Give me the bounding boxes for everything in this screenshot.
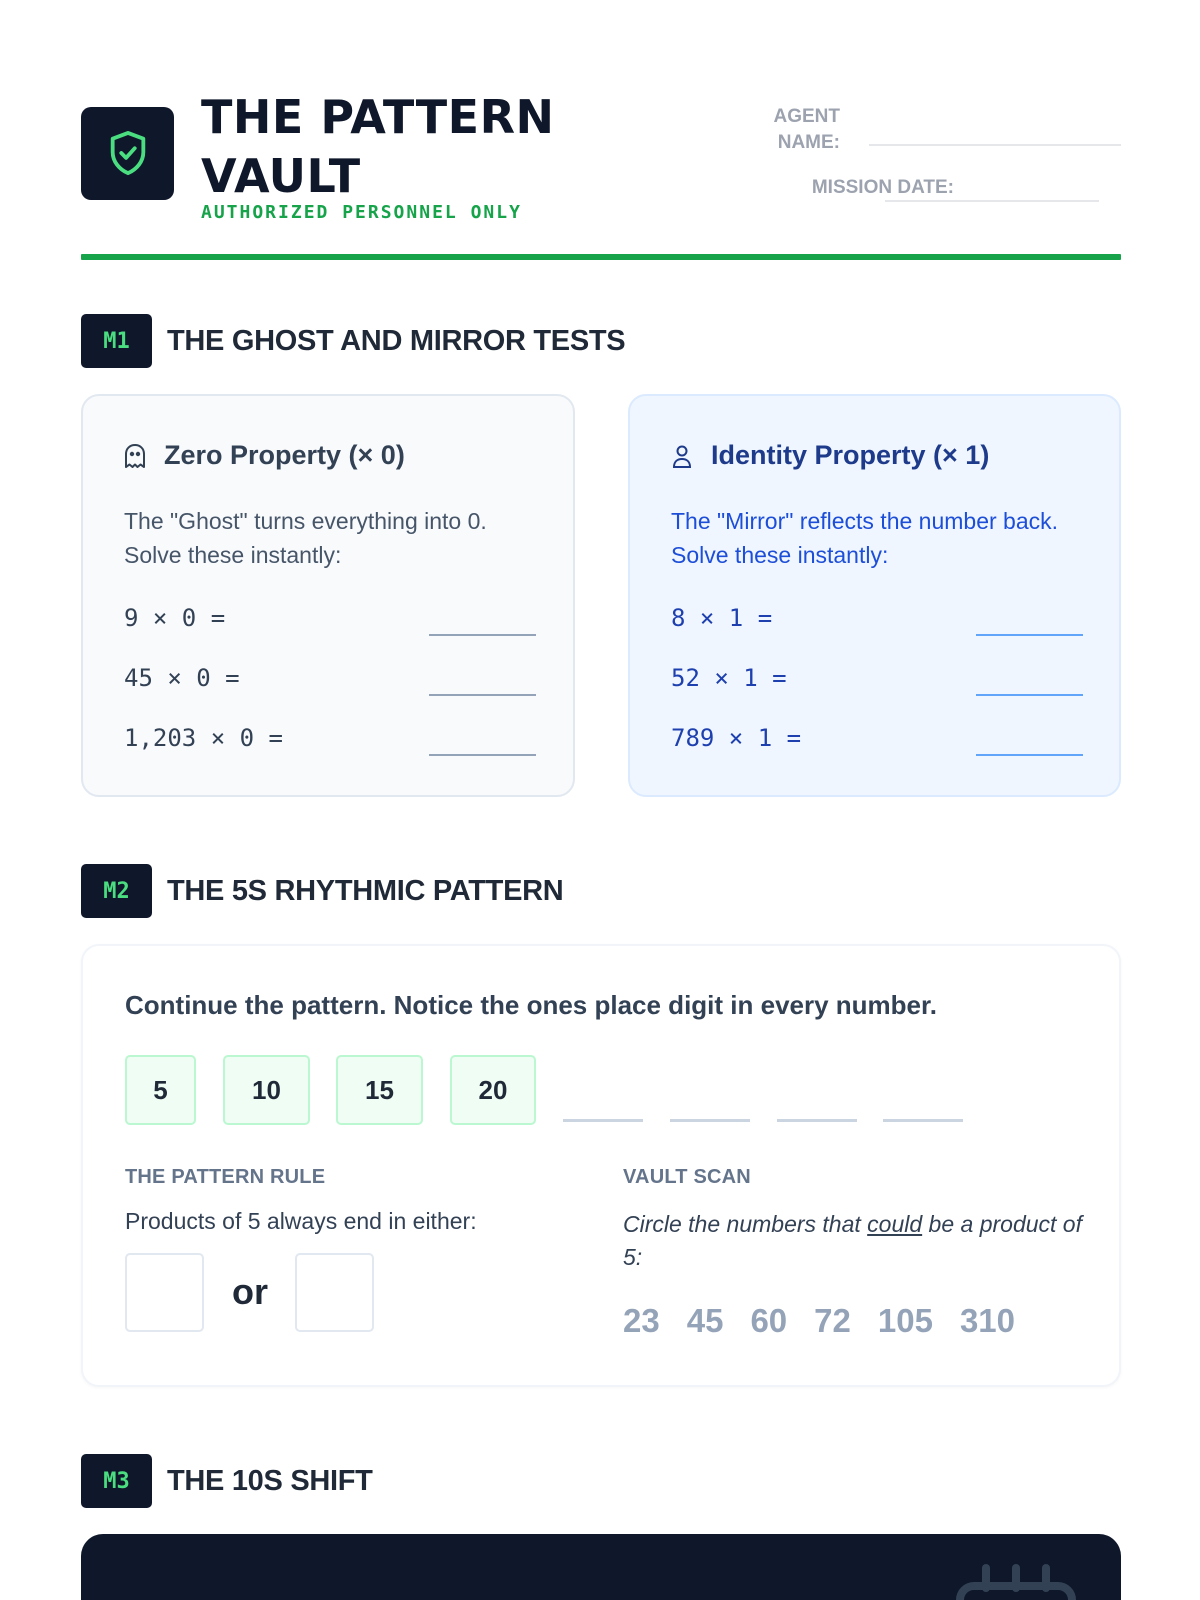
tens-shift-card [81, 1534, 1121, 1600]
equation-row [124, 658, 536, 698]
scan-number[interactable]: 105 [877, 1302, 933, 1339]
agent-name-label [730, 104, 840, 156]
equation-text: 52 × 1 = [671, 664, 787, 692]
scan-text-emphasis: could [867, 1211, 923, 1237]
card-description [124, 504, 544, 572]
section-m2-heading [81, 864, 563, 918]
section-title: THE 5S RHYTHMIC PATTERN [167, 874, 564, 907]
vault-scan-instruction [623, 1208, 1083, 1274]
subtitle: AUTHORIZED PERSONNEL ONLY [201, 202, 522, 223]
scan-number[interactable]: 72 [814, 1302, 851, 1339]
page-title [201, 88, 621, 206]
scan-text-part: be a product of 5: [623, 1211, 1082, 1270]
sequence-blank[interactable] [883, 1119, 963, 1122]
scan-number[interactable]: 60 [750, 1302, 788, 1339]
ones-digit-box[interactable] [125, 1253, 204, 1332]
equation-row [671, 658, 1083, 698]
equation-text: 9 × 0 = [124, 604, 226, 632]
section-title: THE 10S SHIFT [167, 1464, 373, 1497]
pattern-instruction: Continue the pattern. Notice the ones place digit in every number. [125, 990, 937, 1020]
equation-text: 8 × 1 = [671, 604, 773, 632]
agent-name-field[interactable] [869, 144, 1121, 146]
desc-line-2: Solve these instantly: [124, 542, 342, 568]
sequence-blank[interactable] [670, 1119, 750, 1122]
shield-check-icon [105, 129, 151, 179]
pattern-rule-label: THE PATTERN RULE [125, 1166, 326, 1188]
user-icon [671, 443, 693, 469]
zero-property-card [81, 394, 575, 797]
card-heading [671, 440, 989, 471]
desc-line-1: The "Ghost" turns everything into 0. [124, 508, 487, 534]
answer-blank[interactable] [976, 694, 1083, 696]
identity-property-card [628, 394, 1121, 797]
card-heading [124, 440, 405, 471]
scan-number[interactable]: 310 [959, 1302, 1015, 1339]
title-line-2: VAULT [201, 149, 361, 203]
section-badge: M3 [81, 1454, 152, 1508]
sequence-number: 15 [336, 1055, 423, 1125]
sequence-number: 20 [450, 1055, 536, 1125]
equation-text: 45 × 0 = [124, 664, 240, 692]
agent-label-line-1: AGENT [773, 106, 840, 127]
equation-row [671, 718, 1083, 758]
card-heading-text: Identity Property (× 1) [711, 440, 990, 470]
header [81, 88, 1121, 258]
desc-line-2: Solve these instantly: [671, 542, 889, 568]
section-title: THE GHOST AND MIRROR TESTS [167, 324, 626, 357]
mission-date-label: MISSION DATE: [811, 177, 954, 198]
header-divider [81, 254, 1121, 260]
title-line-1: THE PATTERN [201, 90, 555, 144]
section-m1-heading [81, 314, 625, 368]
equation-text: 789 × 1 = [671, 724, 802, 752]
mission-date-field[interactable] [885, 200, 1099, 202]
agent-label-line-2: NAME: [777, 132, 840, 153]
ones-digit-box[interactable] [295, 1253, 374, 1332]
card-description [671, 504, 1091, 572]
vault-scan-numbers [623, 1302, 1042, 1340]
answer-blank[interactable] [429, 634, 536, 636]
calendar-icon [956, 1564, 1076, 1600]
section-badge: M1 [81, 314, 152, 368]
scan-text-part: Circle the numbers that [623, 1211, 868, 1237]
sequence-number: 10 [223, 1055, 310, 1125]
answer-blank[interactable] [976, 634, 1083, 636]
sequence-number: 5 [125, 1055, 196, 1125]
pattern-card [81, 944, 1121, 1387]
equation-row [124, 598, 536, 638]
worksheet-page [81, 0, 1121, 1600]
section-badge: M2 [81, 864, 152, 918]
equation-row [671, 598, 1083, 638]
scan-number[interactable]: 23 [623, 1302, 660, 1339]
logo [81, 107, 174, 200]
card-heading-text: Zero Property (× 0) [164, 440, 405, 470]
equation-text: 1,203 × 0 = [124, 724, 283, 752]
answer-blank[interactable] [429, 694, 536, 696]
desc-line-1: The "Mirror" reflects the number back. [671, 508, 1059, 534]
vault-scan-label: VAULT SCAN [623, 1166, 751, 1188]
or-text: or [232, 1271, 268, 1312]
equation-row [124, 718, 536, 758]
sequence-blank[interactable] [563, 1119, 643, 1122]
answer-blank[interactable] [976, 754, 1083, 756]
sequence-blank[interactable] [777, 1119, 857, 1122]
ghost-icon [124, 443, 146, 469]
scan-number[interactable]: 45 [686, 1302, 724, 1339]
section-m3-heading [81, 1454, 373, 1508]
answer-blank[interactable] [429, 754, 536, 756]
pattern-rule-text: Products of 5 always end in either: [125, 1208, 477, 1234]
